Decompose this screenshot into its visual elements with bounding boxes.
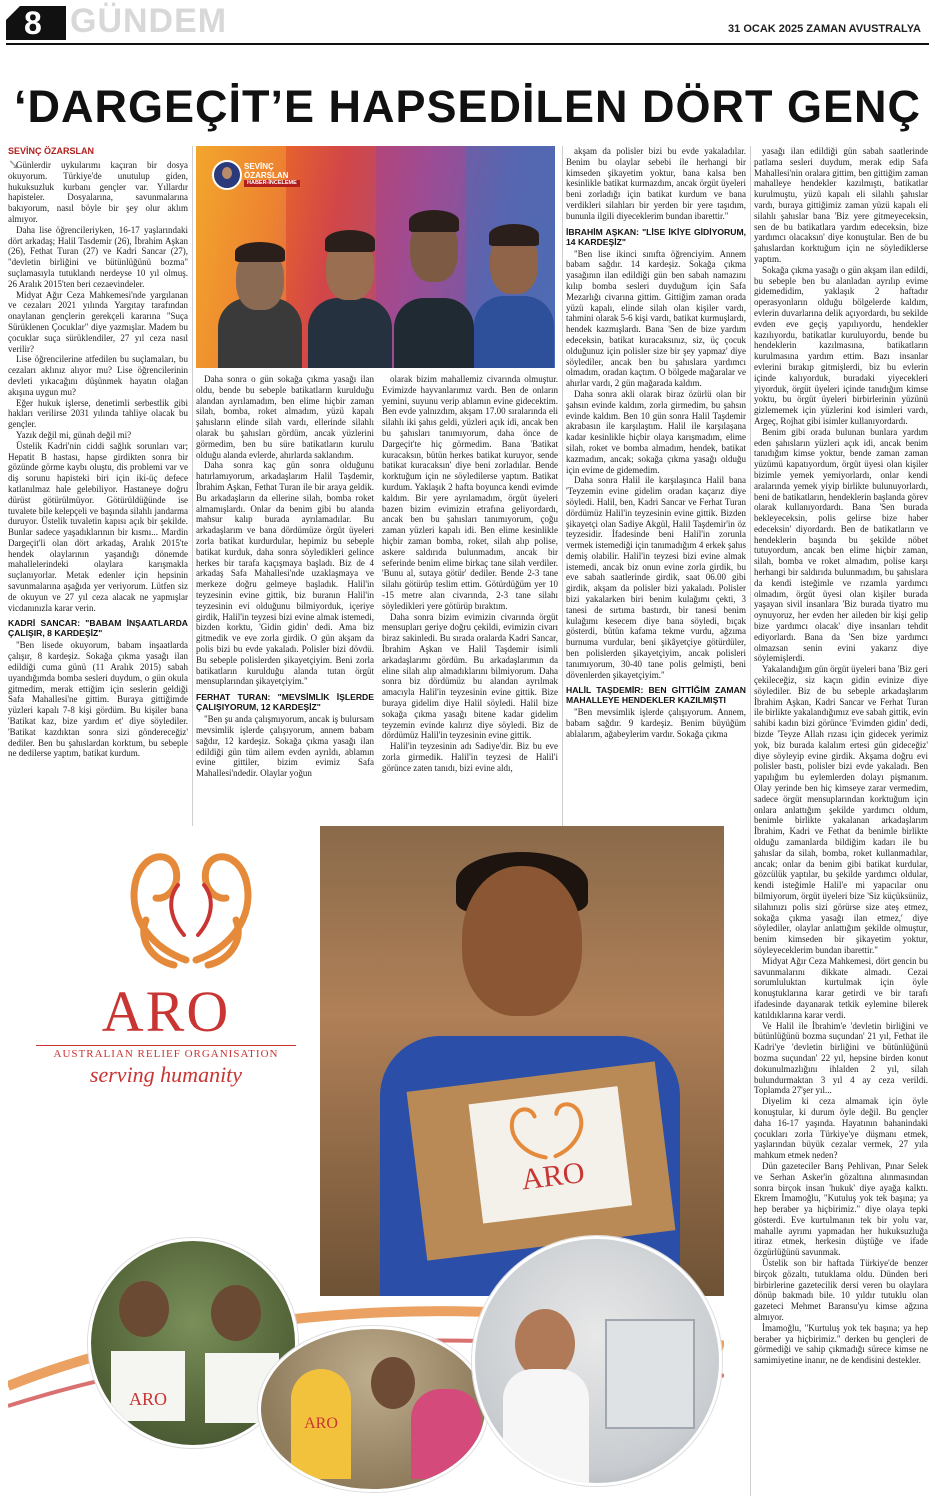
byline: SEVİNÇ ÖZARSLAN xyxy=(8,146,95,156)
paragraph: Ve Halil ile İbrahim'e 'devletin birliğini ve bütünlüğünü bozma suçundan' 21 yıl, Fethat ile Kadri'ye 'devletin birliğini ve bütünlüğünü bozma suçundan' 22 yıl, hepsine birden konut dokunulmazlığını ihlalden 2 yıl, silah bulundurmaktan 3 yıl 4 ay ceza verildi. Toplamda 27'şer yıl... xyxy=(754,1020,928,1096)
column-divider xyxy=(192,146,193,826)
reporter-role: HABER-İNCELEME xyxy=(244,180,300,187)
page-number-badge xyxy=(6,6,66,40)
paragraph: Günlerdir uykularımı kaçıran bir dosya okuyorum. Türkiye'de unutulup giden, hukuksuzluk kurbanı gençler var. Yıllardır hapisteler. Dosyalarına, savunmalarına bakıyorum, nasıl böyle bir şey olur aklım almıyor. xyxy=(8,160,188,224)
section-name: GÜNDEM xyxy=(70,2,228,40)
article-column-3 xyxy=(382,374,558,825)
boy-face xyxy=(462,866,582,1016)
date-line: 31 OCAK 2025 ZAMAN AVUSTRALYA xyxy=(728,23,921,35)
paragraph: Sokağa çıkma yasağı o gün akşam ilan edildi, bu sebeple ben bu alanladan ayrılıp evime gidemedidim, yaklaşık 2 haftadır operasyonların olduğu bölgelerde kaldım, evlerin duvarlarına delik açıyordardı, bu sekilde evden eve geçiş yapılıyordu, hendekler kazılıyordu, batikatlar kuruluyordu, bende bu hendeklerin kazılmasına, batikatların kurulmasına yardım ettim. Bazı insanlar evlerini bırakıp gitmişlerdi, biz bu evlerin içinde kalıyorduk, buradaki yiyecekleri yiyorduk, örgüt üyeleri içinde tanıdığım kimse yoktu, bu örgüt üyeleri birbirlerinin yüzünü gizlememek için yüzlerini kod isimleri vardı, Argeç, Rojhat gibi isimler kullanıyordardı. xyxy=(754,264,928,426)
subheading: HALİL TAŞDEMİR: BEN GİTTİĞİM ZAMAN MAHALLEYE HENDEKLER KAZILMIŞTI xyxy=(566,685,746,706)
page-number: 8 xyxy=(24,5,42,41)
reporter-last-name: ÖZARSLAN xyxy=(244,171,289,180)
paragraph: Yazık değil mi, günah değil mi? xyxy=(16,429,132,440)
paragraph: Eğer hukuk işlerse, denetimli serbestlik gibi hakları verilirse 2031 yılında tahliye olacak bu gençler. xyxy=(8,397,188,430)
aro-divider xyxy=(36,1045,296,1046)
byline-arrow-icon: ➘ xyxy=(8,157,20,173)
paragraph: Dün gazeteciler Barış Pehlivan, Pınar Selek ve Serhan Asker'in gözaltına alınmasından sonra birçok insan 'hukuk' diye ayağa kalktı. Ekrem İmamoğlu, "Kutuluş yok tek başına; ya hep beraber ya hiçbirimiz." diye olaya tepki gösterdi. Eve kurtulmanın tek bir yolu var, mahalle ayrımı yapmadan her hukuksuzluğa itiraz etmek, herkesin düştüğe ve ifade özgürlüğünü savunmak. xyxy=(754,1160,928,1258)
masthead-rule xyxy=(6,43,929,45)
bag-1-brand: ARO xyxy=(128,1389,167,1409)
aro-org-name: AUSTRALIAN RELIEF ORGANISATION xyxy=(53,1048,279,1060)
subheading: FERHAT TURAN: "MEVSİMLİK İŞLERDE ÇALIŞIYORUM, 12 KARDEŞİZ" xyxy=(196,692,374,713)
paragraph: Üstelik Kadri'nin ciddi sağlık sorunları var; Hepatit B hastası, hapse girdikten sonra bir gözünde görme kaybı oluştu, dis problemi var ve diş sorunu hapisteki biri için iki-üç defece katlanılmaz hale gelebiliyor. Hastaneye doğru dürüst götürülmüyor. Götürüldüğünde ise tuvalete bile kelepçeli ve başında silahlı jandarma duruyor. Üstelik tuvaletin kapısı açık bir şekilde. Bunlar sadece yaşadıklarının bir kısmı... Mardin Dargeçit'li olan dört arkadaş, Aralık 2015'te hendek olaylarının yaşandığı dönemde mahallelerindeki olaylara karışmakla suçlanıyorlar. Metak edenler için hepsinin savunmalarına aşağıda yer veriyorum. Lütfen siz de okuyun ve 27 yıl ceza alacak ne yapmışlar vicdanınızla karar verin. xyxy=(8,440,188,613)
subheading: KADRİ SANCAR: "BABAM İNŞAATLARDA ÇALIŞIR, 8 KARDEŞİZ" xyxy=(8,618,188,639)
aro-tagline: serving humanity xyxy=(89,1062,243,1087)
boy-with-box-photo xyxy=(320,826,724,1296)
paragraph: Midyat Ağır Ceza Mahkemesi, dört gencin bu savunmalarını dikkate almadı. Cezai sorumluluktan kurtulmak için öyle konuştuklarına karar getirdi ve bir tarafı ifadesinde dayanarak tetkik eylemine bilerek katıldıklarına karar verdi. xyxy=(754,955,928,1020)
column-divider xyxy=(750,146,751,1496)
paragraph: "Ben lise ikinci sınıfta öğrenciyim. Annem babam sağdır. 14 kardeşiz. Sokağa çıkma yasağının ilan edildiği gün ben sabah namazını kılıp bomba sesleri duyduğum için Safa Mezarlığı civarına gittim. Gittiğim zaman orada yüzü kapalı, elinde silah olan kişiler vardı, tahmini olarak 5-6 kişi vardı, batikat kurmuşlardı, hendek kazmışlardı. Bana 'Sen de bize yardım edeceksin, batikat kuracaksınız, siz, üç çocuk olduğunuz için polisler size bir şey yapmaz' diye söylediler, ancak ben bu şahıslara yardımcı olmadım, oradan kaçtım. O bölgede mağaralar ve ahırlar vardı, 2 gün mağarada kaldım. xyxy=(566,248,746,389)
aid-box-brand: ARO xyxy=(519,1155,587,1197)
paragraph: yasağı ilan edildiği gün sabah saatlerinde patlama sesleri duydum, merak edip Safa Mahallesi'nin oralara gittim, ben gittiğim zaman mahalleye hendekler kazılmıştı, batikatlar kurulmuştu, yüzü kapalı eli silahlı şahıslar vardı, buraya gittiğimiz zaman yüzü kapalı eli silahlı şahıslar bana 'Biz yere gitmeyeceksin, sen de bu batikatlara yardım edeceksin, bize yardımcı olacaksın' diye konuştular. Ben de bu şahıslardan korktuğum için ne söylediklerse yaptım. xyxy=(754,146,928,264)
paragraph: Daha sonra akli olarak biraz özürlü olan bir şahsın evinde kaldım, zorla girmedim, bu şahsın evinde kaldım. Ben 10 gün sonra Halil Taşdemir akrabasın ile karşılaştım. Halil ile karşılaşana kadar kesinlikle hiçbir olaya karışmadım, elime silah, roket ve bomba almadım, hendek, batikat kazmadım, ancak; sokağa çıkma yasağı olduğu için evime de gidemedim. xyxy=(566,388,746,475)
reporter-badge xyxy=(212,160,322,194)
masthead xyxy=(0,0,935,44)
paragraph: Diyelim ki ceza almamak için öyle konuştular, ki durum öyle değil. Bu gençler daha 16-17 yaşında. Hayatının bahanindaki çocukları zorla Türkiye'ye düşmanı etmek, yaşlarından büyük cezalar vermek, 27 yıla mahkum etmek neden? xyxy=(754,1096,928,1161)
column-divider xyxy=(562,146,563,826)
paragraph: olarak bizim mahallemiz civarında olmuştur. Evimizde hayvanlarımız vardı. Ben de onların yemini, suyunu verip ablamın evine gidecektim. Ben evde yalnızdım, akşam 17.00 sıralarında eli silahlı iki şahıs geldi, yüzleri açık idi, ancak ben bu şahısları tanımıyorum, daha önce de Dargeçit'te hiç görmedim. Bana 'Batikat kuracaksın, bütün herkes batikat kuruyor, sende batikat kuracaksın' diye beni zorladılar. Bende korktuğum için ne söyledilerse yaptım. Batikat kurdum. Yaklaşık 2 hafta boyunca kendi evimde kaldım. Bir yere ayrılamadım, örgüt üyeleri bazen bizim evimizin etrafına geliyordardı, ancak ben bu şahısları tanımıyorum, çoğu zaman yüzleri kapalı idi. Ben elime kesinlikle hiçbir zaman bomba, roket, silah alıp polise, askere saldırıda bulunmadım, ancak bir seferinde benim elime birkaç tane silah verdiler. 'Bunu al, sutaya götür' dediler. Bende 2-3 tane silahı götürüp teslim ettim. Götürdüğüm yer 10 -15 metre alan civarında, 2-3 tane silahı söyledikleri yere götürüp bıraktım. xyxy=(382,374,558,611)
paragraph: İmamoğlu, "Kurtuluş yok tek başına; ya hep beraber ya hiçbirimiz." derken bu gençleri de görmediği ve sahip çıkmadığı sürece kimse ne samimiyetine inanır, ne de kendisini destekler. xyxy=(754,1322,928,1366)
photo-person-3 xyxy=(394,178,474,368)
vest-brand: ARO xyxy=(304,1415,338,1432)
corner-fold-icon xyxy=(6,6,20,20)
bag-1 xyxy=(111,1351,185,1421)
article-column-4 xyxy=(566,146,746,826)
article-column-1 xyxy=(8,157,188,863)
paragraph: Daha sonra bizim evimizin civarında örgüt mensupları geriye doğru çekildi, evimizin civarı biraz sakinledi. Bu sırada oralarda Kadri Sancar, İbrahim Aşkan ve Halil Taşdemir isimli arkadaşlarımı gördüm. Bu arkadaşlarımın da eline silah alıp almadıklarını bilmiyorum. Daha sonra biz dördümüz bu alandan ayrılmak amacıyla Halil'in teyzesinin evine gittik. Bize buraya gidelim diye Halil söyledi. Halil bize sokağa çıkma yasağı bitene kadar gidelim teyzemin evinde kalırız diye söyledi. Biz de dördümüz Halil'in teyzesinin evine gittik. xyxy=(382,611,558,741)
paragraph: "Ben mevsimlik işlerde çalışıyorum. Annem, babam sağdır. 9 kardeşiz. Benim büyüğüm ablalarım, ağabeylerim vardır. Sokağa çıkma xyxy=(566,707,746,740)
reporter-name xyxy=(244,162,288,180)
paragraph: Halil'in teyzesinin adı Sadiye'dir. Biz bu eve zorla girmedik. Halil'in teyzesi de Halil'i görünce zaten tanıdı, bizi evine aldı, xyxy=(382,741,558,773)
paragraph: Daha sonra kaç gün sonra olduğunu hatırlamıyorum, arkadaşlarım Halil Taşdemir, İbrahim Aşkan, Fethat Turan ile bir araya geldik. Bu arkadaşların da ellerine silah, bomba roket almamışlardı. Onlar da benim gibi bu alanda mahsur kalıp burada ayrılamadılar. Bu arkadaşlarım ve bana dördümüze örgüt üyeleri zorla batikat kurdurdular, hepimiz bu sebeple batikat kurduk, daha sonra söyledikleri gelince herkes bir tarafa kaçışmaya başladı. Biz de 4 arkadaş Safa Mahallesi'nde uzaklaşmaya ve merkeze doğru gelmeye başladık. Halil'in teyzesinin evine gittik, biz buranın Halil'in teyzesinin evi olduğunu bilmiyorduk, içeriye girdik, Halil'in teyzesi bizi evine almak istemedi, bizden korktu, 'Gidin gidin' dedi. Ama biz gitmedik ve eve zorla girdik. O gün akşam da polis bizi bu evde yakaladı. Polisler bizi dövdü. Bu sebeple polislerden şikayetçiyim. Beni zorla batikatların kurulduğu alanda tutan örgüt mensuplarından şikayetçiyim." xyxy=(196,460,374,687)
paragraph: Daha sonra Halil ile karşılaşınca Halil bana 'Teyzemin evine gidelim oradan kaçarız diye söyledi. Halil, ben, Kadri Sancar ve Ferhat Turan dördümüz Halil'in teyzesinin evine gittik. Bizden şikayetçi olan Sadiye Akgül, Halil Taşdemir'in öz teyzesidir. İfadesinde beni Halil'in zorunla vermek istemediği için tanımadığım 4 erkek şahıs demiş olabilir. Halil'in teyzesi bizi evine almak istemedi, ancak biz onun evine zorla girdik, bu eve sabah saatlerinde girdik, saat 06.00 gibi girdik, akşam da polisler bizi yakaladı. Polisler bizi yakalarken biri benim kulağımı çekti, 3 tanesi de sırtıma bastırdı, bir tanesi benim kulağımı kesecem diye bana söyledi, bıçak gösterdi, bütün kafama tekme vurdu, ağzıma burnuma vurdular, beni şikâyetçiye götürdüler, ben polislerden şikayetçiyim, ancak polisleri tanımıyorum, 30-40 tane polis gelmişti, beni dövenlerden şikayetçiyim." xyxy=(566,475,746,680)
aid-box xyxy=(407,1061,676,1260)
paragraph: Benim gibi orada bulunan bunlara yardım eden şahısların yüzleri açık idi, ancak benim tanıdığım kimse yoktur, bende zaman zaman yüzümü kapatıyordum, örgüt üyesi olan kişiler bizimle yemek yemiyorlardı, onlar kendi aralarında yemek yiyip birlikte bulunuyorlardı, beni de batikatların, hendeklerin başlanda görev olarak kullanıyordardı. Bana 'Sen burada bekleyeceksin, polis gelirse bize haber edeceksin' diyordardı. Ben de batikatların ve hendeklerin başında bu şekilde nöbet tutuyordum, ancak ben elime hiçbir zaman, silah, bomba ve roket almadım, polise karşı herhangi bir saldırıda bulunmadım, bu şahıslara da kendi isteğimle ve rızamla yardımcı olmadım, örgüt üyesi olan kişiler burada yaşayan sivil insanlara 'Biz burada tiyatro mu oynuyoruz, her evden her aileden bir kişi gelip bize yardımcı olacak' diye insanları tehdit ediyorlardı. Bana da 'Sen bize yardımcı olmazsan senin evini yakarız diye söylemişlerdi. xyxy=(754,426,928,664)
aro-brand: ARO xyxy=(101,979,231,1044)
photo-circle-clinic xyxy=(472,1236,722,1486)
butterfly-logo-icon xyxy=(116,840,266,980)
paragraph: Midyat Ağır Ceza Mahkemesi'nde yargılanan ve cezaları 2021 yılında Yargıtay tarafından onaylanan gençlerin gerekçeli kararına "Suça Sürüklenen Çocuklar" diye yazmışlar. Madem bu çocuklar suça sürüklendiler, 27 yıl ceza nasıl verilir? xyxy=(8,289,188,354)
paragraph: Lise öğrencilerine atfedilen bu suçlamaları, bu cezaları aklınız alıyor mu? Lise öğrencilerinin devleti yıkacağını düşünmek hayatın olağan akışına uygun mu? xyxy=(8,354,188,397)
headline: ‘DARGEÇİT’E HAPSEDİLEN DÖRT GENÇ xyxy=(13,81,922,132)
aro-logo xyxy=(36,840,296,1200)
paragraph: Üstelik son bir haftada Türkiye'de benzer birçok gözaltı, tutuklama oldu. Dünden beri birbirlerine gazetecilik dersi veren bu olaylara dönüp bakmadı bile. 10 yıldır tutuklu olan gazeteci Mehmet Baransu'yu kimse ağzına almıyor. xyxy=(754,1258,928,1323)
paragraph: Daha sonra o gün sokağa çıkma yasağı ilan oldu, bende bu sebeple batikatların kurulduğu alandan ayrılamadım, ben elime hiçbir zaman silah, bomba, roket almadım, yüzü kapalı şahısların elinde silah vardı, ellerinde silahlı olarak bu şahısları gördüm, ancak yüzlerini görmedim, ben bu süre batikatların kurulu olduğu alanda evlerde, ahırlarda saklandım. xyxy=(196,374,374,460)
article-column-5 xyxy=(754,146,928,1496)
photo-circle-volunteers xyxy=(258,1326,488,1492)
paragraph: "Ben lisede okuyorum, babam inşaatlarda çalışır, 8 kardeşiz. Sokağa çıkma yasağı ilan edildiği cuma günü (11 Aralık 2015) sabah uyandığımda bomba sesleri duydum, o gün okula gitmedim, merak ettiğim için seslerin geldiği Safa Mahallesi'ne gittim. Buraya gittiğimde yüzleri kapalı 7-8 kişi gördüm. Bu kişiler bana 'Batikat kaz, bize yardım et' diye söylediler. 'Batikat kazdıktan sonra sizi göndereceğiz' dediler. Ben bu şahıslardan korktum, bu sebeple ne dedilerse yaptım, batikat kurdum. xyxy=(8,640,188,759)
subheading: İBRAHİM AŞKAN: "LİSE İKİYE GİDİYORUM, 14 KARDEŞİZ" xyxy=(566,226,746,247)
photo-person-2 xyxy=(308,188,392,368)
paragraph: akşam da polisler bizi bu evde yakaladılar. Benim bu olaylar sebebi ile herhangi bir kimseden şikayetim yoktur, bana kalsa ben kesinlikle batikat kurmazdım, ancak örgüt üyeleri beni zorladığı için batikat kurdum ve bana verdikleri silahları bir yerden bir yere taşıdım, bununla ilgili diyeceklerim bundan ibarettir." xyxy=(566,146,746,221)
aid-box-label xyxy=(469,1086,633,1223)
reporter-avatar xyxy=(212,160,242,190)
reporter-first-name: SEVİNÇ xyxy=(244,162,274,171)
paragraph: Yakalandığım gün örgüt üyeleri bana 'Biz geri çekileceğiz, siz kaçın gidin evinize diye söylediler. Biz de bu sebeple arkadaşlarım İbrahim Aşkan, Kadri Sancar ve Ferhat Turan ile birlikte yakalandığımız eve sabah gittik, evin sahibi kadın bizi görünce 'Evimden gidin' dedi, bizde 'Teyze Allah rızası için gidecek yerimiz yok, biz burada kalalım ertesi gün gideceğiz' diye söyleyip evine girdik. Akşama doğru evi polisler bastı, polisler bizi evde yakaladı. Ben yapılığım bu eylemlerden dolayı pişmanım. Olay yerinde ben hiç kimseye zarar vermedim, sadece örgüt mensuplarından korktuğum için onlara anlattığım şekilde yardımcı oldum, benimle birlikte yakalanan arkadaşlarım İbrahim, Kadri ve Fethat da benimle birlikte olduğu zamanlarda bildiğim kadarı ile bu şahıslar da silah, bomba, roket kullanmadılar, ancak; onlar da benim gibi batikat kurdular, gözcülük yaptılar, bu şekilde yardımcı oldular, kendi isteğimle Halil'e mi yapacılar onu bilmiyorum, örgüt üyeleri bize 'Siz küçüksünüz, silahınızı polis sizi görürse size ateş etmez, sokağa çıkma yasağı ilan etmez,' diye söylediler, olaylar anlattığım şekilde olmuştur, benim kimseden bir şikayetim yoktur, söyleyeceklerim bundan ibarettir." xyxy=(754,664,928,955)
paragraph: "Ben şu anda çalışmıyorum, ancak iş bulursam mevsimlik işlerde çalışıyorum, annem babam sağdır, 12 kardeşiz. Sokağa çıkma yasağı ilan edildiği gün tüm ailem evden ayrıldı, ablamın evine gittiler, bizim evimiz Safa Mahallesi'ndedir. Olaylar yoğun xyxy=(196,714,374,779)
article-column-2 xyxy=(196,374,374,825)
photo-person-1 xyxy=(218,198,302,368)
aro-advertisement xyxy=(8,826,724,1494)
photo-person-4 xyxy=(474,188,554,368)
paragraph: Daha lise öğrencileriyken, 16-17 yaşlarındaki dört arkadaş; Halil Tasdemir (26), İbrahim Aşkan (26), Fethat Turan (27) ve Kadri Sancar (27), "devletin birliğini ve bütünlüğünü bozma" suçlamasıyla tutuklandı nerdeyse 10 yıl olmuş. 26 Aralık 2015'ten beri cezaevindeler. xyxy=(8,224,188,289)
